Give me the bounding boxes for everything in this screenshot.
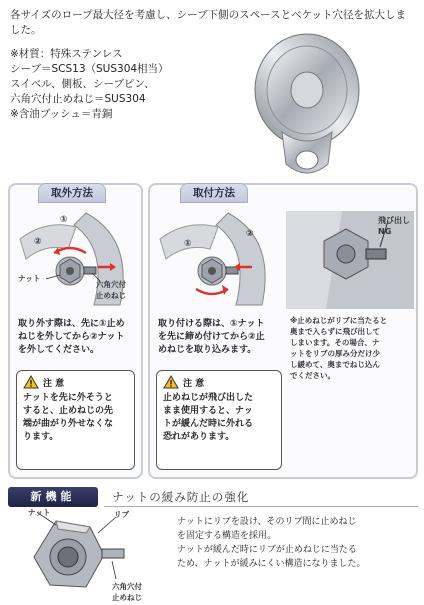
caution-body xyxy=(163,392,275,444)
tab-installation: 取付方法 xyxy=(180,183,248,203)
label-ng: 飛び出しNG xyxy=(378,216,410,236)
label-screw: 止めねじ xyxy=(112,593,142,602)
caution-line: トが緩んだ時に外れる xyxy=(163,419,254,429)
description-line: ナットにリブを設け、そのリブ間に止めねじ xyxy=(177,517,357,527)
caution-line: まま使用すると、ナッ xyxy=(163,406,253,416)
caution-header xyxy=(163,375,275,389)
installation-diagram xyxy=(156,209,280,309)
caution-line: すると、止めねじの先 xyxy=(23,406,114,416)
new-feature-description xyxy=(177,515,417,571)
installation-steps xyxy=(158,318,288,357)
label-screw: 六角穴付 xyxy=(96,280,126,289)
step-line: を外してください。 xyxy=(18,345,100,355)
spec-line: ※含油ブッシュ＝青銅 xyxy=(10,108,113,120)
caution-title: 注 意 xyxy=(183,378,205,389)
warning-icon xyxy=(23,375,39,389)
label-nut: ナット xyxy=(18,274,41,283)
caution-line: 止めねじが飛び出した xyxy=(163,393,254,403)
label-screw: 止めねじ xyxy=(96,291,126,300)
caution-line: ります。 xyxy=(23,432,59,442)
installation-panel xyxy=(148,183,418,479)
caution-line: 恐れがあります。 xyxy=(163,432,235,442)
new-feature-title: ナットの緩み防止の強化 xyxy=(112,490,250,504)
side-note-line: ットをリブの厚み分だけ少 xyxy=(290,349,380,358)
description-line: ため、ナットが緩みにくい構造になりました。 xyxy=(177,559,366,569)
installation-side-note xyxy=(290,315,414,381)
tab-removal: 取外方法 xyxy=(38,183,106,203)
caution-line: ナットを先に外そうと xyxy=(23,393,113,403)
side-note-line: しまいます。その場合、ナ xyxy=(290,338,380,347)
side-note-line: 奥まで入らずに飛び出して xyxy=(290,327,380,336)
removal-steps xyxy=(18,318,140,357)
side-note-line: し緩めて、奥までねじ込ん xyxy=(290,360,380,369)
description-line: ナットが緩んだ時にリブが止めねじに当たる xyxy=(177,545,357,555)
step-line: めねじを取り込みます。 xyxy=(158,345,257,355)
marker-1: ① xyxy=(60,215,68,225)
side-note-line: でください。 xyxy=(290,371,335,380)
removal-caution-box xyxy=(16,370,135,470)
intro-description: 各サイズのロープ最大径を考慮し、シーブ下側のスペースとベケット穴径を拡大しました。 xyxy=(10,9,407,36)
divider xyxy=(104,506,418,507)
step-line: を先に締め付けてから②止 xyxy=(158,332,265,342)
marker-2: ② xyxy=(34,237,42,247)
installation-caution-box xyxy=(156,370,282,470)
new-feature-badge: 新機能 xyxy=(8,487,98,507)
label-screw: 六角穴付 xyxy=(112,582,142,591)
side-note-line: ※止めねじがリブに当たると xyxy=(290,316,388,325)
caution-line: 端が曲がり外せなくな xyxy=(23,419,114,429)
step-line: 取り外す際は、先に①止め xyxy=(18,319,125,329)
removal-panel xyxy=(8,183,143,479)
marker-2: ② xyxy=(246,229,254,239)
spec-line: スイベル、側板、シーブピン、 xyxy=(10,78,155,90)
label-rib: リブ xyxy=(114,510,129,519)
caution-header xyxy=(23,375,128,389)
step-line: ねじを外してから②ナット xyxy=(18,332,125,342)
spec-line: 六角穴付止めねじ＝SUS304 xyxy=(10,93,146,105)
caution-title: 注 意 xyxy=(43,378,65,389)
caution-body xyxy=(23,392,128,444)
description-line: を固定する構造を採用。 xyxy=(177,531,277,541)
spec-line: ※材質：特殊ステンレス xyxy=(10,48,123,60)
marker-1: ① xyxy=(184,239,192,249)
warning-icon xyxy=(163,375,179,389)
step-line: 取り付ける際は、①ナット xyxy=(158,319,265,329)
label-nut: ナット xyxy=(28,508,51,517)
spec-list xyxy=(10,47,250,122)
pulley-block-image xyxy=(232,32,382,184)
spec-line: シーブ＝SCS13（SUS304相当） xyxy=(10,63,169,75)
